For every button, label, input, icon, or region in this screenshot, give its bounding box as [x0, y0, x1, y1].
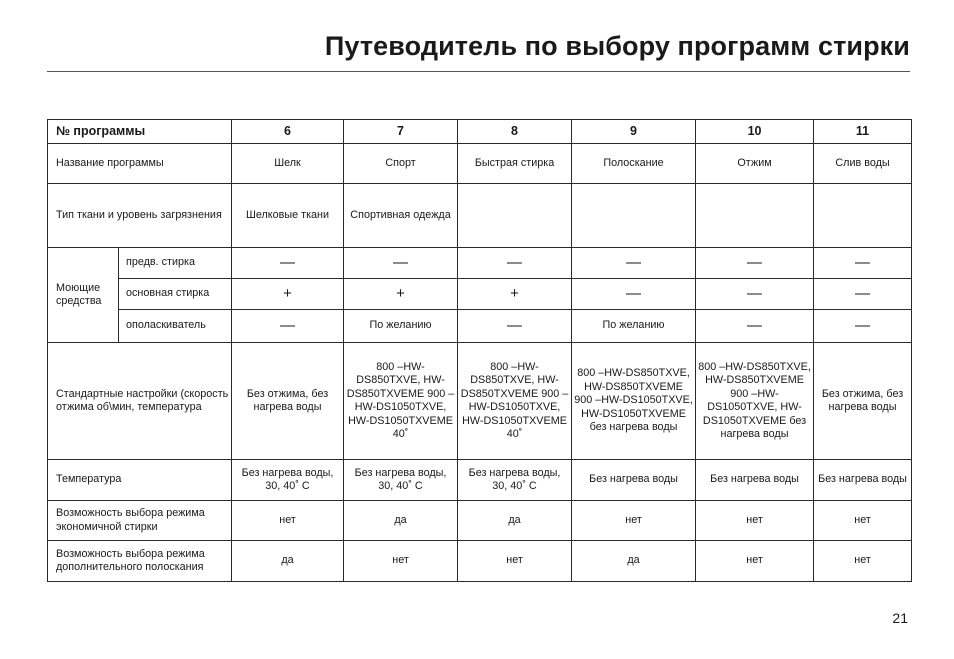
program-number: 8 [458, 120, 572, 144]
table-cell: — [814, 279, 912, 310]
table-cell: — [572, 248, 696, 279]
sub-row-label: предв. стирка [119, 248, 232, 279]
table-cell [458, 184, 572, 248]
table-cell: 800 –HW-DS850TXVE, HW-DS850TXVEME 900 –HW-DS1050TXVE, HW-DS1050TXVEME без нагрева воды [696, 343, 814, 460]
table-cell [696, 184, 814, 248]
title-divider [47, 71, 910, 72]
table-cell: Быстрая стирка [458, 144, 572, 184]
table-cell: 800 –HW-DS850TXVE, HW-DS850TXVEME 900 –HW-DS1050TXVE, HW-DS1050TXVEME 40˚ [458, 343, 572, 460]
table-cell: Слив воды [814, 144, 912, 184]
table-cell: нет [344, 541, 458, 582]
program-number: 10 [696, 120, 814, 144]
table-row-prewash [48, 248, 912, 279]
table-cell: + [344, 279, 458, 310]
table-row-header [48, 120, 912, 144]
header-label: № программы [48, 120, 232, 144]
row-label: Название программы [48, 144, 232, 184]
table-cell: нет [696, 541, 814, 582]
table-row-mainwash [48, 279, 912, 310]
table-cell: нет [232, 501, 344, 541]
table-cell: да [458, 501, 572, 541]
table-row-fabric [48, 184, 912, 248]
sub-row-label: основная стирка [119, 279, 232, 310]
table-cell: Шелковые ткани [232, 184, 344, 248]
table-row-extra-rinse [48, 541, 912, 582]
program-table [47, 119, 912, 582]
table-cell: Спортивная одежда [344, 184, 458, 248]
table-cell: + [232, 279, 344, 310]
row-label: Возможность выбора режима дополнительного полоскания [48, 541, 232, 582]
table-cell: — [814, 248, 912, 279]
table-cell: Без нагрева воды, 30, 40˚ С [232, 460, 344, 501]
table-row-name [48, 144, 912, 184]
table-cell: нет [696, 501, 814, 541]
table-cell: нет [572, 501, 696, 541]
sub-row-label: ополаскиватель [119, 310, 232, 343]
table-row-standard [48, 343, 912, 460]
program-number: 7 [344, 120, 458, 144]
table-cell: 800 –HW-DS850TXVE, HW-DS850TXVEME 900 –HW-DS1050TXVE, HW-DS1050TXVEME без нагрева воды [572, 343, 696, 460]
table-cell: Шелк [232, 144, 344, 184]
table-row-temperature [48, 460, 912, 501]
table-cell: — [344, 248, 458, 279]
row-label: Температура [48, 460, 232, 501]
table-cell: да [572, 541, 696, 582]
table-cell: — [572, 279, 696, 310]
table-cell: — [458, 248, 572, 279]
table-cell: Без нагрева воды [572, 460, 696, 501]
table-cell: Без нагрева воды [696, 460, 814, 501]
row-label: Тип ткани и уровень загрязнения [48, 184, 232, 248]
table-cell: Спорт [344, 144, 458, 184]
table-cell: 800 –HW-DS850TXVE, HW-DS850TXVEME 900 –HW-DS1050TXVE, HW-DS1050TXVEME 40˚ [344, 343, 458, 460]
table-cell: да [232, 541, 344, 582]
program-number: 6 [232, 120, 344, 144]
table-cell: — [814, 310, 912, 343]
table-cell: — [696, 310, 814, 343]
table-cell [572, 184, 696, 248]
program-number: 11 [814, 120, 912, 144]
page-title: Путеводитель по выбору программ стирки [324, 31, 910, 61]
table-cell: Без нагрева воды, 30, 40˚ С [344, 460, 458, 501]
row-label: Моющие средства [48, 248, 119, 343]
page-number: 21 [892, 610, 908, 626]
table-cell [814, 184, 912, 248]
table-cell: — [696, 279, 814, 310]
table-cell: Без нагрева воды [814, 460, 912, 501]
table-cell: — [232, 248, 344, 279]
table-cell: нет [458, 541, 572, 582]
table-cell: — [696, 248, 814, 279]
table-cell: Отжим [696, 144, 814, 184]
table-cell: Без отжима, без нагрева воды [814, 343, 912, 460]
table-cell: По желанию [344, 310, 458, 343]
table-cell: нет [814, 501, 912, 541]
row-label: Стандартные настройки (скорость отжима об\мин, температура [48, 343, 232, 460]
table-row-eco [48, 501, 912, 541]
row-label: Возможность выбора режима экономичной стирки [48, 501, 232, 541]
table-cell: — [232, 310, 344, 343]
table-cell: Без нагрева воды, 30, 40˚ С [458, 460, 572, 501]
program-number: 9 [572, 120, 696, 144]
table-cell: По желанию [572, 310, 696, 343]
table-cell: да [344, 501, 458, 541]
table-cell: — [458, 310, 572, 343]
table-cell: нет [814, 541, 912, 582]
table-row-softener [48, 310, 912, 343]
table-cell: + [458, 279, 572, 310]
table-cell: Полоскание [572, 144, 696, 184]
table-cell: Без отжима, без нагрева воды [232, 343, 344, 460]
